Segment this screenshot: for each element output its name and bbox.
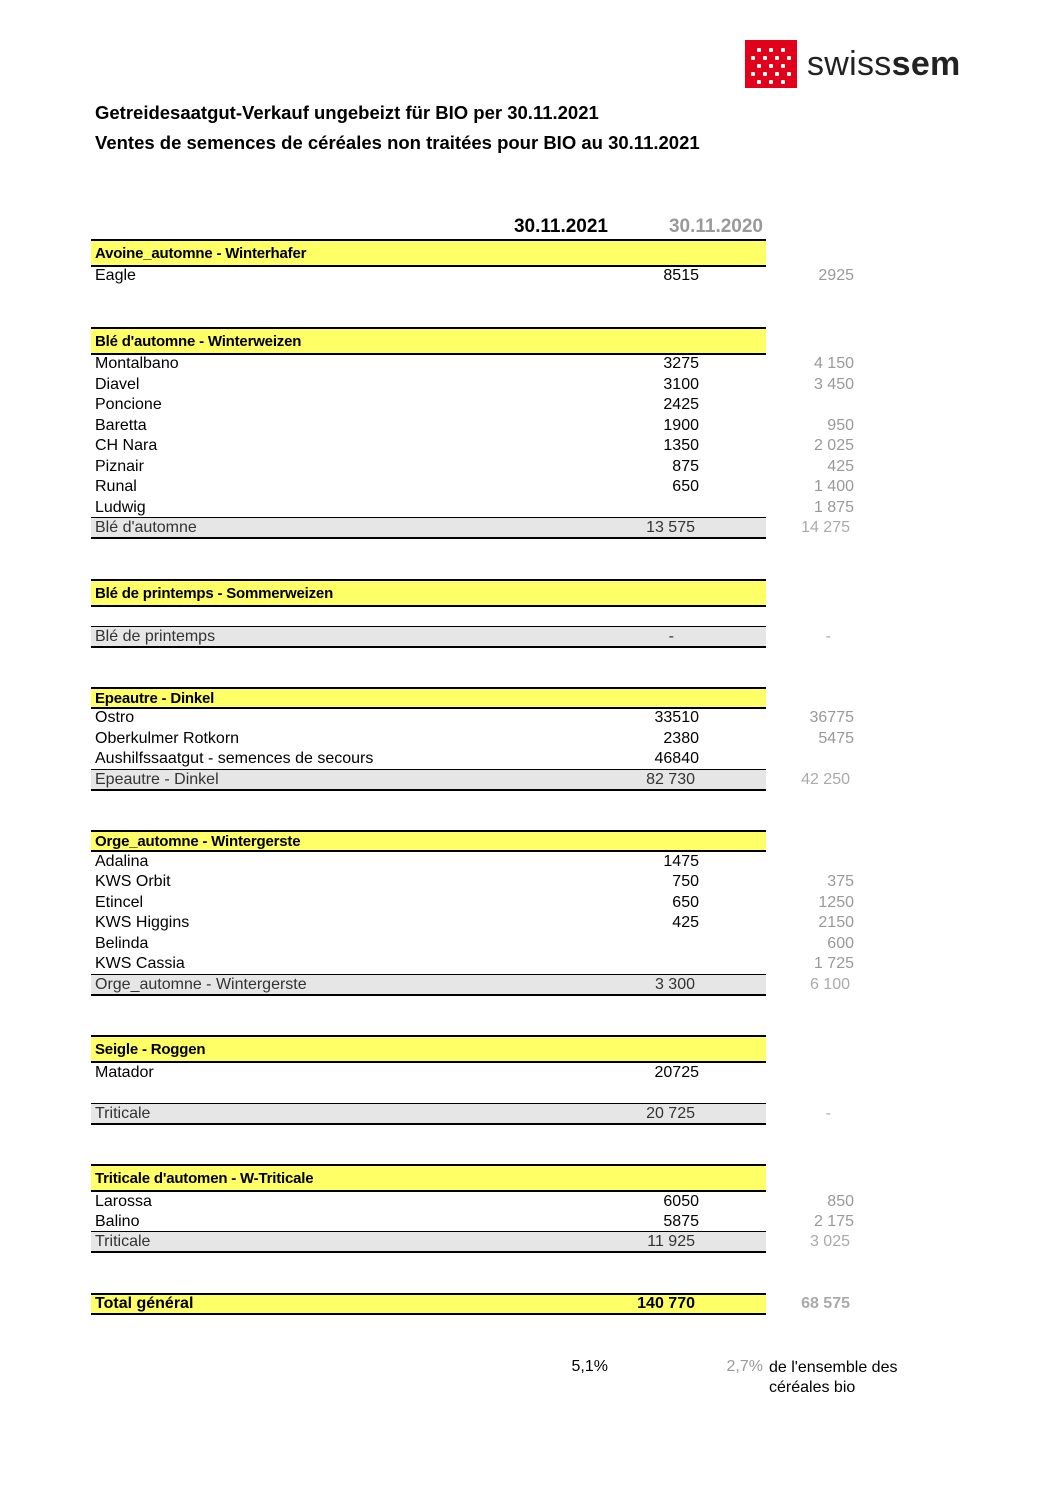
table-row: Matador 20725: [95, 1064, 699, 1081]
table-row: Diavel 3100 3 450: [95, 376, 854, 393]
column-header-previous: 30.11.2020: [668, 216, 763, 237]
subtotal-row-orge: Orge_automne - Wintergerste 3 300 6 100: [91, 974, 766, 996]
table-row: Eagle 8515 2925: [95, 267, 854, 284]
subtotal-row-triticale: Triticale 11 925 3 025: [91, 1231, 766, 1253]
section-header-epeautre: Epeautre - Dinkel: [91, 687, 766, 709]
share-note: de l'ensemble des céréales bio: [769, 1359, 898, 1396]
section-header-orge: Orge_automne - Wintergerste: [91, 830, 766, 852]
table-row: Adalina 1475: [95, 853, 699, 870]
share-previous: 2,7%: [726, 1358, 763, 1375]
table-row: KWS Higgins 425 2150: [95, 914, 854, 931]
section-header-avoine: Avoine_automne - Winterhafer: [91, 239, 766, 267]
column-header-current: 30.11.2021: [513, 216, 608, 237]
subtotal-row-seigle: Triticale 20 725 -: [91, 1103, 766, 1125]
table-row: Poncione 2425: [95, 396, 699, 413]
table-row: Ostro 33510 36775: [95, 709, 854, 726]
subtotal-row-epeautre: Epeautre - Dinkel 82 730 42 250: [91, 769, 766, 791]
table-row: KWS Cassia 1 725: [95, 955, 854, 972]
title-german: Getreidesaatgut-Verkauf ungebeizt für BIO per 30.11.2021: [95, 102, 599, 123]
total-row: Total général 140 770 68 575: [91, 1293, 766, 1315]
logo-dot-grid-icon: [745, 40, 797, 88]
table-row: Belinda 600: [95, 935, 854, 952]
section-header-ble-automne: Blé d'automne - Winterweizen: [91, 327, 766, 355]
table-row: Piznair 875 425: [95, 458, 854, 475]
logo-wordmark: swisssem: [807, 45, 961, 83]
table-row: Etincel 650 1250: [95, 894, 854, 911]
swisssem-logo: [745, 40, 961, 88]
table-row: Baretta 1900 950: [95, 417, 854, 434]
subtotal-row-ble-automne: Blé d'automne 13 575 14 275: [91, 517, 766, 539]
title-french: Ventes de semences de céréales non traitées pour BIO au 30.11.2021: [95, 132, 700, 153]
share-current: 5,1%: [571, 1358, 608, 1375]
subtotal-row-ble-printemps: Blé de printemps - -: [91, 626, 766, 648]
table-row: Balino 5875 2 175: [95, 1213, 854, 1230]
table-row: Runal 650 1 400: [95, 478, 854, 495]
section-header-triticale: Triticale d'automen - W-Triticale: [91, 1164, 766, 1192]
table-row: Larossa 6050 850: [95, 1193, 854, 1210]
table-row: KWS Orbit 750 375: [95, 873, 854, 890]
table-row: Ludwig 1 875: [95, 499, 854, 516]
table-row: Montalbano 3275 4 150: [95, 355, 854, 372]
section-header-seigle: Seigle - Roggen: [91, 1035, 766, 1063]
table-row: CH Nara 1350 2 025: [95, 437, 854, 454]
table-row: Aushilfssaatgut - semences de secours 46840: [95, 750, 699, 767]
table-row: Oberkulmer Rotkorn 2380 5475: [95, 730, 854, 747]
section-header-ble-printemps: Blé de printemps - Sommerweizen: [91, 579, 766, 607]
